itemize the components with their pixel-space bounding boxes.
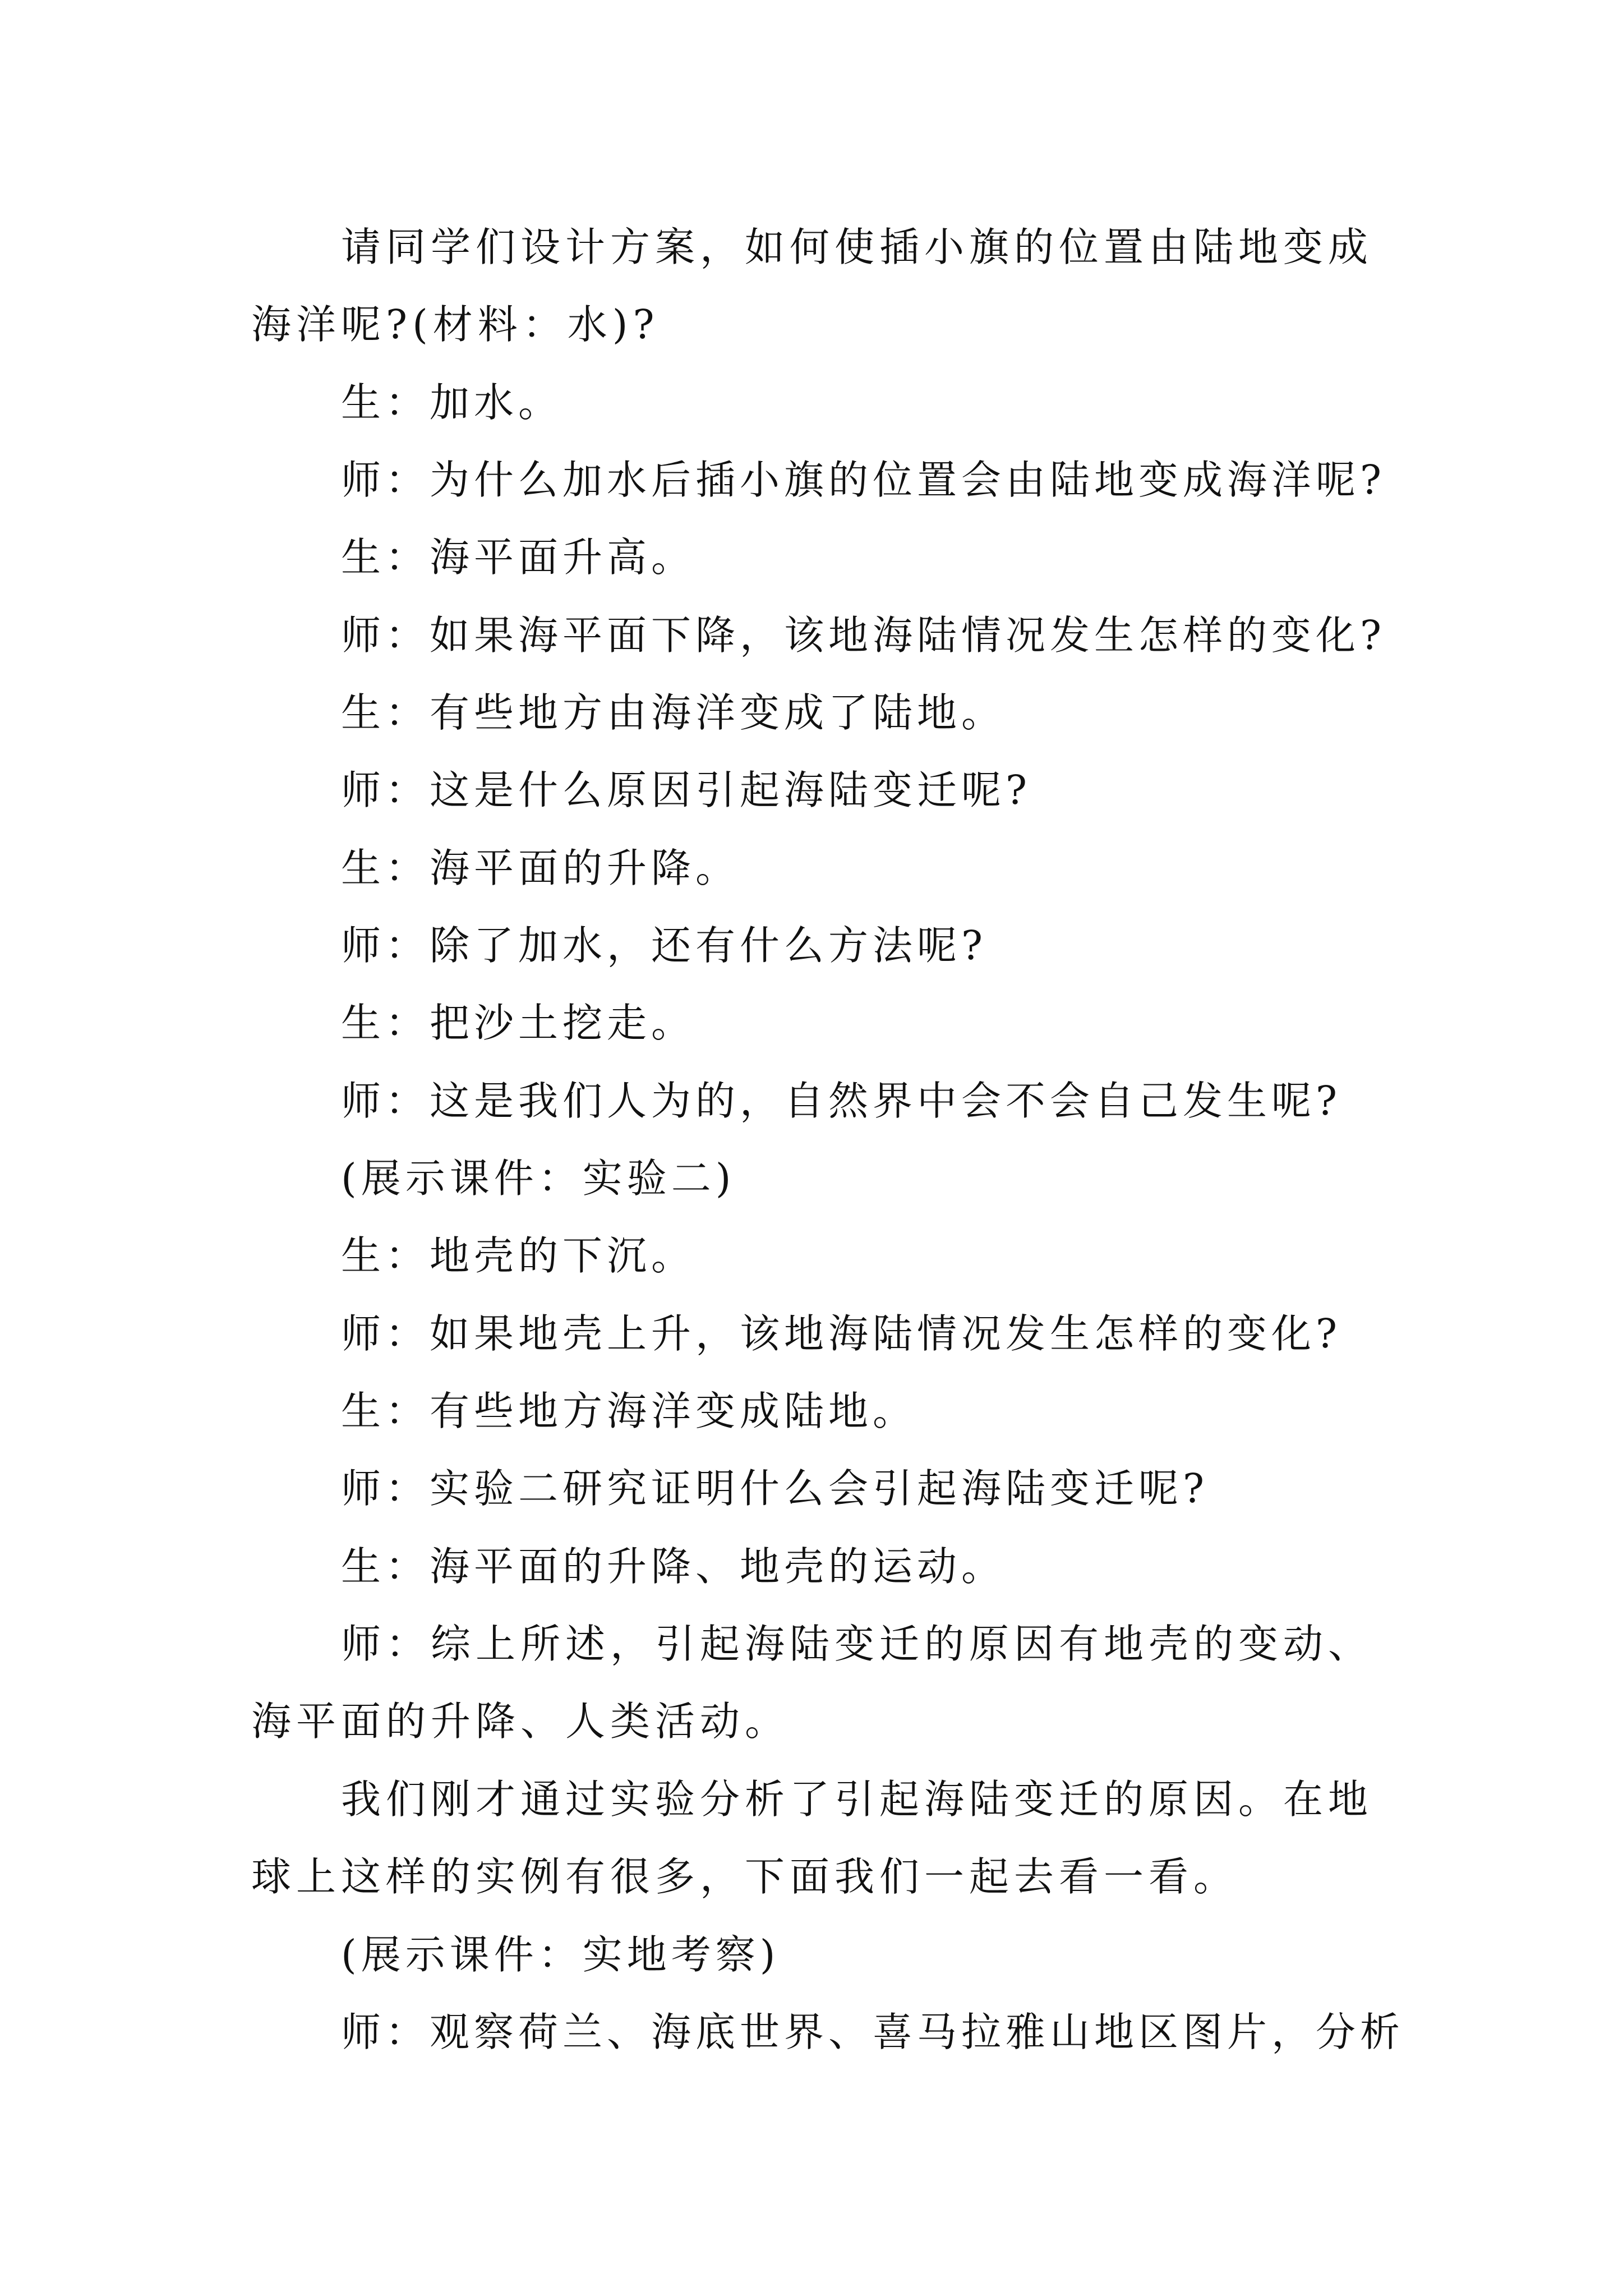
paragraph-student-ocean-to-land: 生：有些地方由海洋变成了陆地。 bbox=[341, 689, 1006, 736]
paragraph-teacher-other-method: 师：除了加水，还有什么方法呢? bbox=[341, 922, 988, 969]
paragraph-student-sea-level: 生：海平面的升降。 bbox=[341, 845, 740, 891]
paragraph-experiment-analysis: 我们刚才通过实验分析了引起海陆变迁的原因。在地球上这样的实例有很多，下面我们一起去看一看。 bbox=[251, 1776, 1373, 1900]
paragraph-teacher-summary: 师：综上所述，引起海陆变迁的原因有地壳的变动、海平面的升降、人类活动。 bbox=[251, 1621, 1373, 1745]
paragraph-student-dig-sand: 生：把沙土挖走。 bbox=[341, 1000, 696, 1046]
document-page bbox=[251, 0, 1405, 2296]
paragraph-student-add-water: 生：加水。 bbox=[341, 379, 563, 426]
paragraph-teacher-cause: 师：这是什么原因引起海陆变迁呢? bbox=[341, 767, 1032, 813]
paragraph-design-plan: 请同学们设计方案，如何使插小旗的位置由陆地变成海洋呢?(材料：水)? bbox=[251, 224, 1373, 348]
paragraph-show-field-study: (展示课件：实地考察) bbox=[341, 1931, 780, 1978]
paragraph-teacher-experiment-proof: 师：实验二研究证明什么会引起海陆变迁呢? bbox=[341, 1465, 1209, 1512]
paragraph-show-experiment-two: (展示课件：实验二) bbox=[341, 1155, 736, 1202]
paragraph-student-crust-sink: 生：地壳的下沉。 bbox=[341, 1232, 696, 1279]
paragraph-teacher-observe-images: 师：观察荷兰、海底世界、喜马拉雅山地区图片，分析 bbox=[341, 2009, 1405, 2055]
paragraph-teacher-sea-fall: 师：如果海平面下降，该地海陆情况发生怎样的变化? bbox=[341, 612, 1386, 659]
paragraph-teacher-crust-rise: 师：如果地壳上升，该地海陆情况发生怎样的变化? bbox=[341, 1310, 1342, 1357]
paragraph-student-sea-rise: 生：海平面升高。 bbox=[341, 534, 696, 581]
paragraph-student-two-causes: 生：海平面的升降、地壳的运动。 bbox=[341, 1543, 1006, 1590]
paragraph-teacher-why-water: 师：为什么加水后插小旗的位置会由陆地变成海洋呢? bbox=[341, 457, 1386, 503]
paragraph-teacher-natural: 师：这是我们人为的，自然界中会不会自己发生呢? bbox=[341, 1078, 1342, 1124]
paragraph-student-ocean-land: 生：有些地方海洋变成陆地。 bbox=[341, 1388, 917, 1434]
